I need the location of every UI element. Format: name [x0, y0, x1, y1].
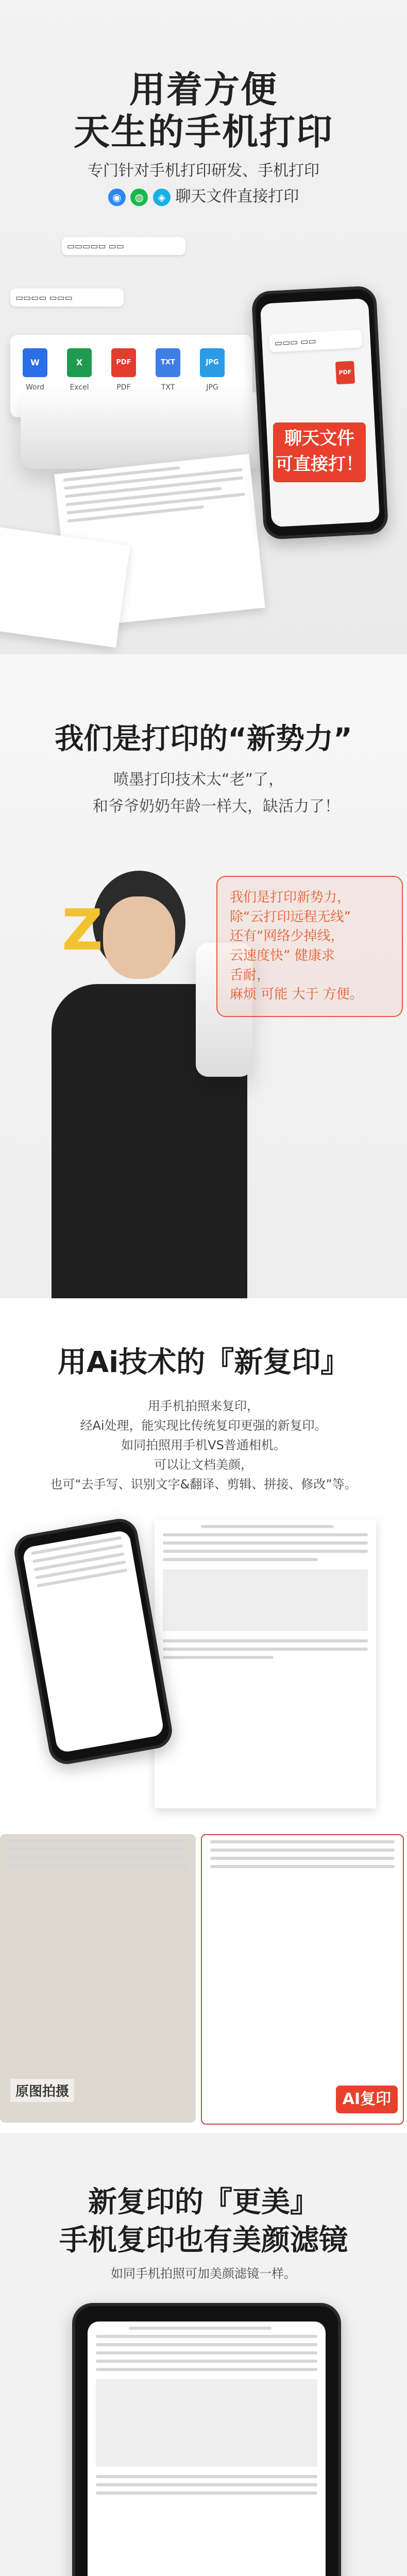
- hero-title-line1: 用着方便: [129, 69, 278, 111]
- ai-copy-result: [201, 1834, 404, 2125]
- new-force-section: [0, 654, 407, 1298]
- loose-paper: [0, 527, 130, 648]
- app-label-txt: TXT: [161, 383, 175, 392]
- ai-copy-desc-2: 经Ai处理，能实现比传统复印更强的新复印。: [80, 1418, 327, 1433]
- phone-chat-bubble: ▭▭▭ ▭▭: [269, 330, 363, 352]
- tablet-screen: [88, 2321, 326, 2576]
- pdf-icon: PDF: [111, 348, 136, 377]
- original-photo: [0, 1834, 196, 2123]
- phone-screen: [260, 298, 380, 527]
- new-force-title: 我们是打印的“新势力”: [55, 722, 352, 756]
- hero-section: [0, 0, 407, 654]
- hero-subtitle-2: 聊天文件直接打印: [175, 188, 299, 206]
- hero-title-line2: 天生的手机打印: [74, 111, 333, 153]
- tag-ai: AI复印: [336, 2086, 398, 2113]
- ai-copy-desc-5: 也可“去手写、识别文字&翻译、剪辑、拼接、修改”等。: [50, 1477, 357, 1492]
- new-force-card: 我们是打印新势力， 除“云打印远程无线” 还有“网络少掉线， 云速度快” 健康求 舌耐， 麻烦 可能 大于 方便。: [216, 876, 403, 1017]
- new-force-desc2: 和爷爷奶奶年龄一样大，缺活力了！: [93, 798, 340, 816]
- wechat-icon: ◍: [130, 189, 148, 206]
- beauty-title-1: 新复印的『更美』: [88, 2185, 319, 2219]
- chat-print-tag: 聊天文件 可直接打！: [273, 422, 366, 482]
- tag-original: 原图拍摄: [10, 2079, 74, 2102]
- phone-scan-screen: [22, 1530, 165, 1753]
- excel-icon: X: [67, 348, 92, 377]
- app-label-word: Word: [26, 383, 44, 392]
- lightning-icon: Z: [62, 897, 103, 963]
- phone-pdf-icon: PDF: [335, 361, 355, 384]
- app-label-pdf: PDF: [116, 383, 131, 392]
- chat-bubble-1: ▭▭▭▭ ▭▭▭: [10, 289, 124, 307]
- ai-document: [155, 1520, 376, 1808]
- beauty-sub: 如同手机拍照可加美颜滤镜一样。: [111, 2266, 296, 2281]
- jpg-icon: JPG: [200, 348, 225, 377]
- txt-icon: TXT: [156, 348, 180, 377]
- phone-mockup: [251, 285, 389, 540]
- beauty-title-2: 手机复印也有美颜滤镜: [59, 2224, 348, 2257]
- hero-subtitle-2-row: [0, 183, 407, 206]
- chat-bubble-2: ▭▭▭▭▭ ▭▭: [62, 237, 185, 255]
- new-force-desc1: 喷墨打印技术太“老”了，: [113, 771, 284, 789]
- qq-icon: ◉: [108, 189, 126, 206]
- ai-copy-section: [0, 1298, 407, 2133]
- ai-copy-desc-4: 可以让文档美颜，: [154, 1458, 253, 1472]
- ai-copy-desc-1: 用手机拍照来复印，: [148, 1399, 259, 1413]
- doc-figure: [163, 1569, 368, 1631]
- ai-copy-desc-3: 如同拍照用手机VS普通相机。: [121, 1438, 286, 1452]
- person-face: [103, 896, 175, 979]
- tablet-figure: [96, 2379, 317, 2467]
- app-label-jpg: JPG: [206, 383, 218, 392]
- ai-copy-title: 用Ai技术的『新复印』: [57, 1346, 350, 1379]
- tablet-mockup: [72, 2303, 341, 2576]
- phone-scan: [12, 1516, 175, 1767]
- hero-subtitle-1: 专门针对手机打印研发、手机打印: [88, 162, 319, 180]
- dingtalk-icon: ◈: [153, 189, 171, 206]
- beauty-filter-section: [0, 2133, 407, 2576]
- app-label-excel: Excel: [70, 383, 89, 392]
- word-icon: W: [23, 348, 47, 377]
